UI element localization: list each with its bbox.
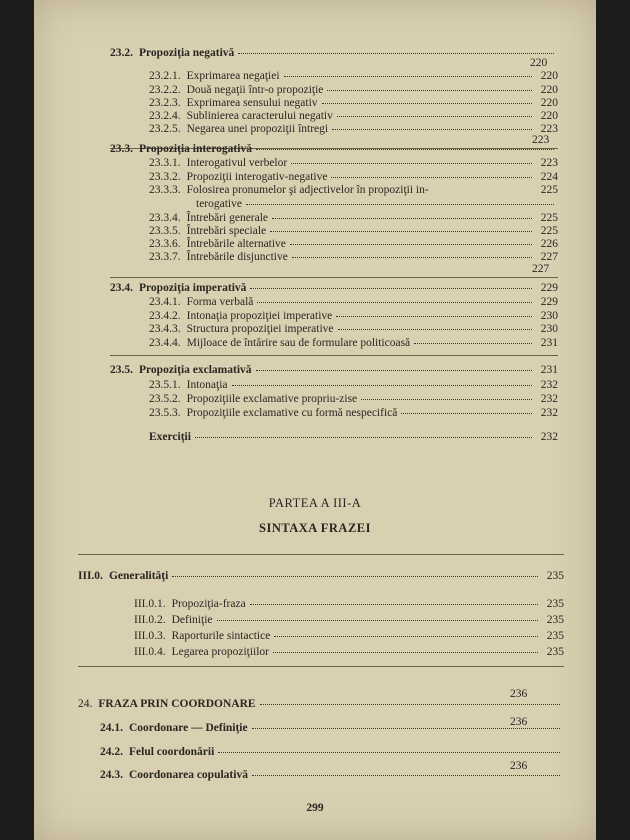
toc-section-23-2 bbox=[110, 46, 558, 60]
toc-entry: 23.5.1. Intonaţia 232 bbox=[149, 378, 558, 392]
toc-page: 236 bbox=[510, 716, 528, 728]
toc-entry: 23.2.3. Exprimarea sensului negativ 220 bbox=[149, 96, 558, 110]
toc-entry: 23.2.1. Exprimarea negaţiei 220 bbox=[149, 69, 558, 83]
part-subheading: SINTAXA FRAZEI bbox=[259, 521, 371, 535]
toc-entry-continuation: terogative bbox=[196, 197, 558, 211]
dot-leader bbox=[238, 44, 554, 54]
divider bbox=[110, 277, 558, 278]
toc-entry: 23.2.2. Două negaţii într-o propoziţie 220 bbox=[149, 83, 558, 97]
toc-entry: III.0.1. Propoziţia-fraza 235 bbox=[134, 597, 564, 611]
toc-page: 236 bbox=[510, 760, 528, 772]
toc-entry: 24.1. Coordonare — Definiţie bbox=[100, 721, 564, 735]
toc-exercises: Exerciţii 232 bbox=[149, 430, 558, 444]
toc-page: 220 bbox=[530, 57, 548, 69]
toc-entry: III.0.4. Legarea propoziţiilor 235 bbox=[134, 645, 564, 659]
toc-entry: 23.5.2. Propoziţiile exclamative propriu-zise 232 bbox=[149, 392, 558, 406]
toc-entry: 23.3.4. Întrebări generale 225 bbox=[149, 211, 558, 225]
toc-entry: 23.3.2. Propoziţii interogativ-negative 224 bbox=[149, 170, 558, 184]
toc-entry: 23.3.7. Întrebările disjunctive 227 bbox=[149, 250, 558, 264]
divider bbox=[78, 554, 564, 555]
part-heading: PARTEA A III-A bbox=[268, 496, 362, 510]
toc-entry: III.0.2. Definiţie 235 bbox=[134, 613, 564, 627]
toc-entry: 24.3. Coordonarea copulativă bbox=[100, 768, 564, 782]
toc-num: 23.2. bbox=[110, 47, 133, 59]
toc-title: Propoziţia negativă bbox=[139, 47, 235, 59]
toc-page: 227 bbox=[532, 263, 550, 275]
toc-section-iii-0: III.0. Generalităţi 235 bbox=[78, 569, 564, 583]
toc-entry: 24.2. Felul coordonării bbox=[100, 745, 564, 759]
toc-page: 236 bbox=[510, 688, 528, 700]
toc-entry: 23.3.1. Interogativul verbelor 223 bbox=[149, 156, 558, 170]
toc-entry: 23.3.6. Întrebările alternative 226 bbox=[149, 237, 558, 251]
toc-entry: 23.4.1. Forma verbală 229 bbox=[149, 295, 558, 309]
toc-entry: 23.4.2. Intonaţia propoziţiei imperative 230 bbox=[149, 309, 558, 323]
divider bbox=[110, 355, 558, 356]
book-page bbox=[34, 0, 596, 840]
toc-entry: 23.4.4. Mijloace de întărire sau de formulare politicoasă 231 bbox=[149, 336, 558, 350]
toc-entry: 23.3.5. Întrebări speciale 225 bbox=[149, 224, 558, 238]
divider bbox=[78, 666, 564, 667]
toc-section-23-4: 23.4. Propoziţia imperativă 229 bbox=[110, 281, 558, 295]
toc-entry: 23.5.3. Propoziţiile exclamative cu formă nespecifică 232 bbox=[149, 406, 558, 420]
toc-entry: 23.4.3. Structura propoziţiei imperative 230 bbox=[149, 322, 558, 336]
toc-section-23-3: 23.3. Propoziţia interogativă bbox=[110, 142, 558, 156]
toc-section-23-5: 23.5. Propoziţia exclamativă 231 bbox=[110, 363, 558, 377]
toc-chapter-24: 24. FRAZA PRIN COORDONARE bbox=[78, 697, 564, 711]
page-number: 299 bbox=[306, 802, 324, 814]
toc-page: 223 bbox=[532, 134, 550, 146]
toc-entry: 23.3.3. Folosirea pronumelor şi adjectivelor în propoziţii in- 225 bbox=[149, 184, 558, 196]
toc-entry: 23.2.5. Negarea unei propoziţii întregi 223 bbox=[149, 122, 558, 136]
toc-entry: III.0.3. Raporturile sintactice 235 bbox=[134, 629, 564, 643]
toc-entry: 23.2.4. Sublinierea caracterului negativ 220 bbox=[149, 109, 558, 123]
